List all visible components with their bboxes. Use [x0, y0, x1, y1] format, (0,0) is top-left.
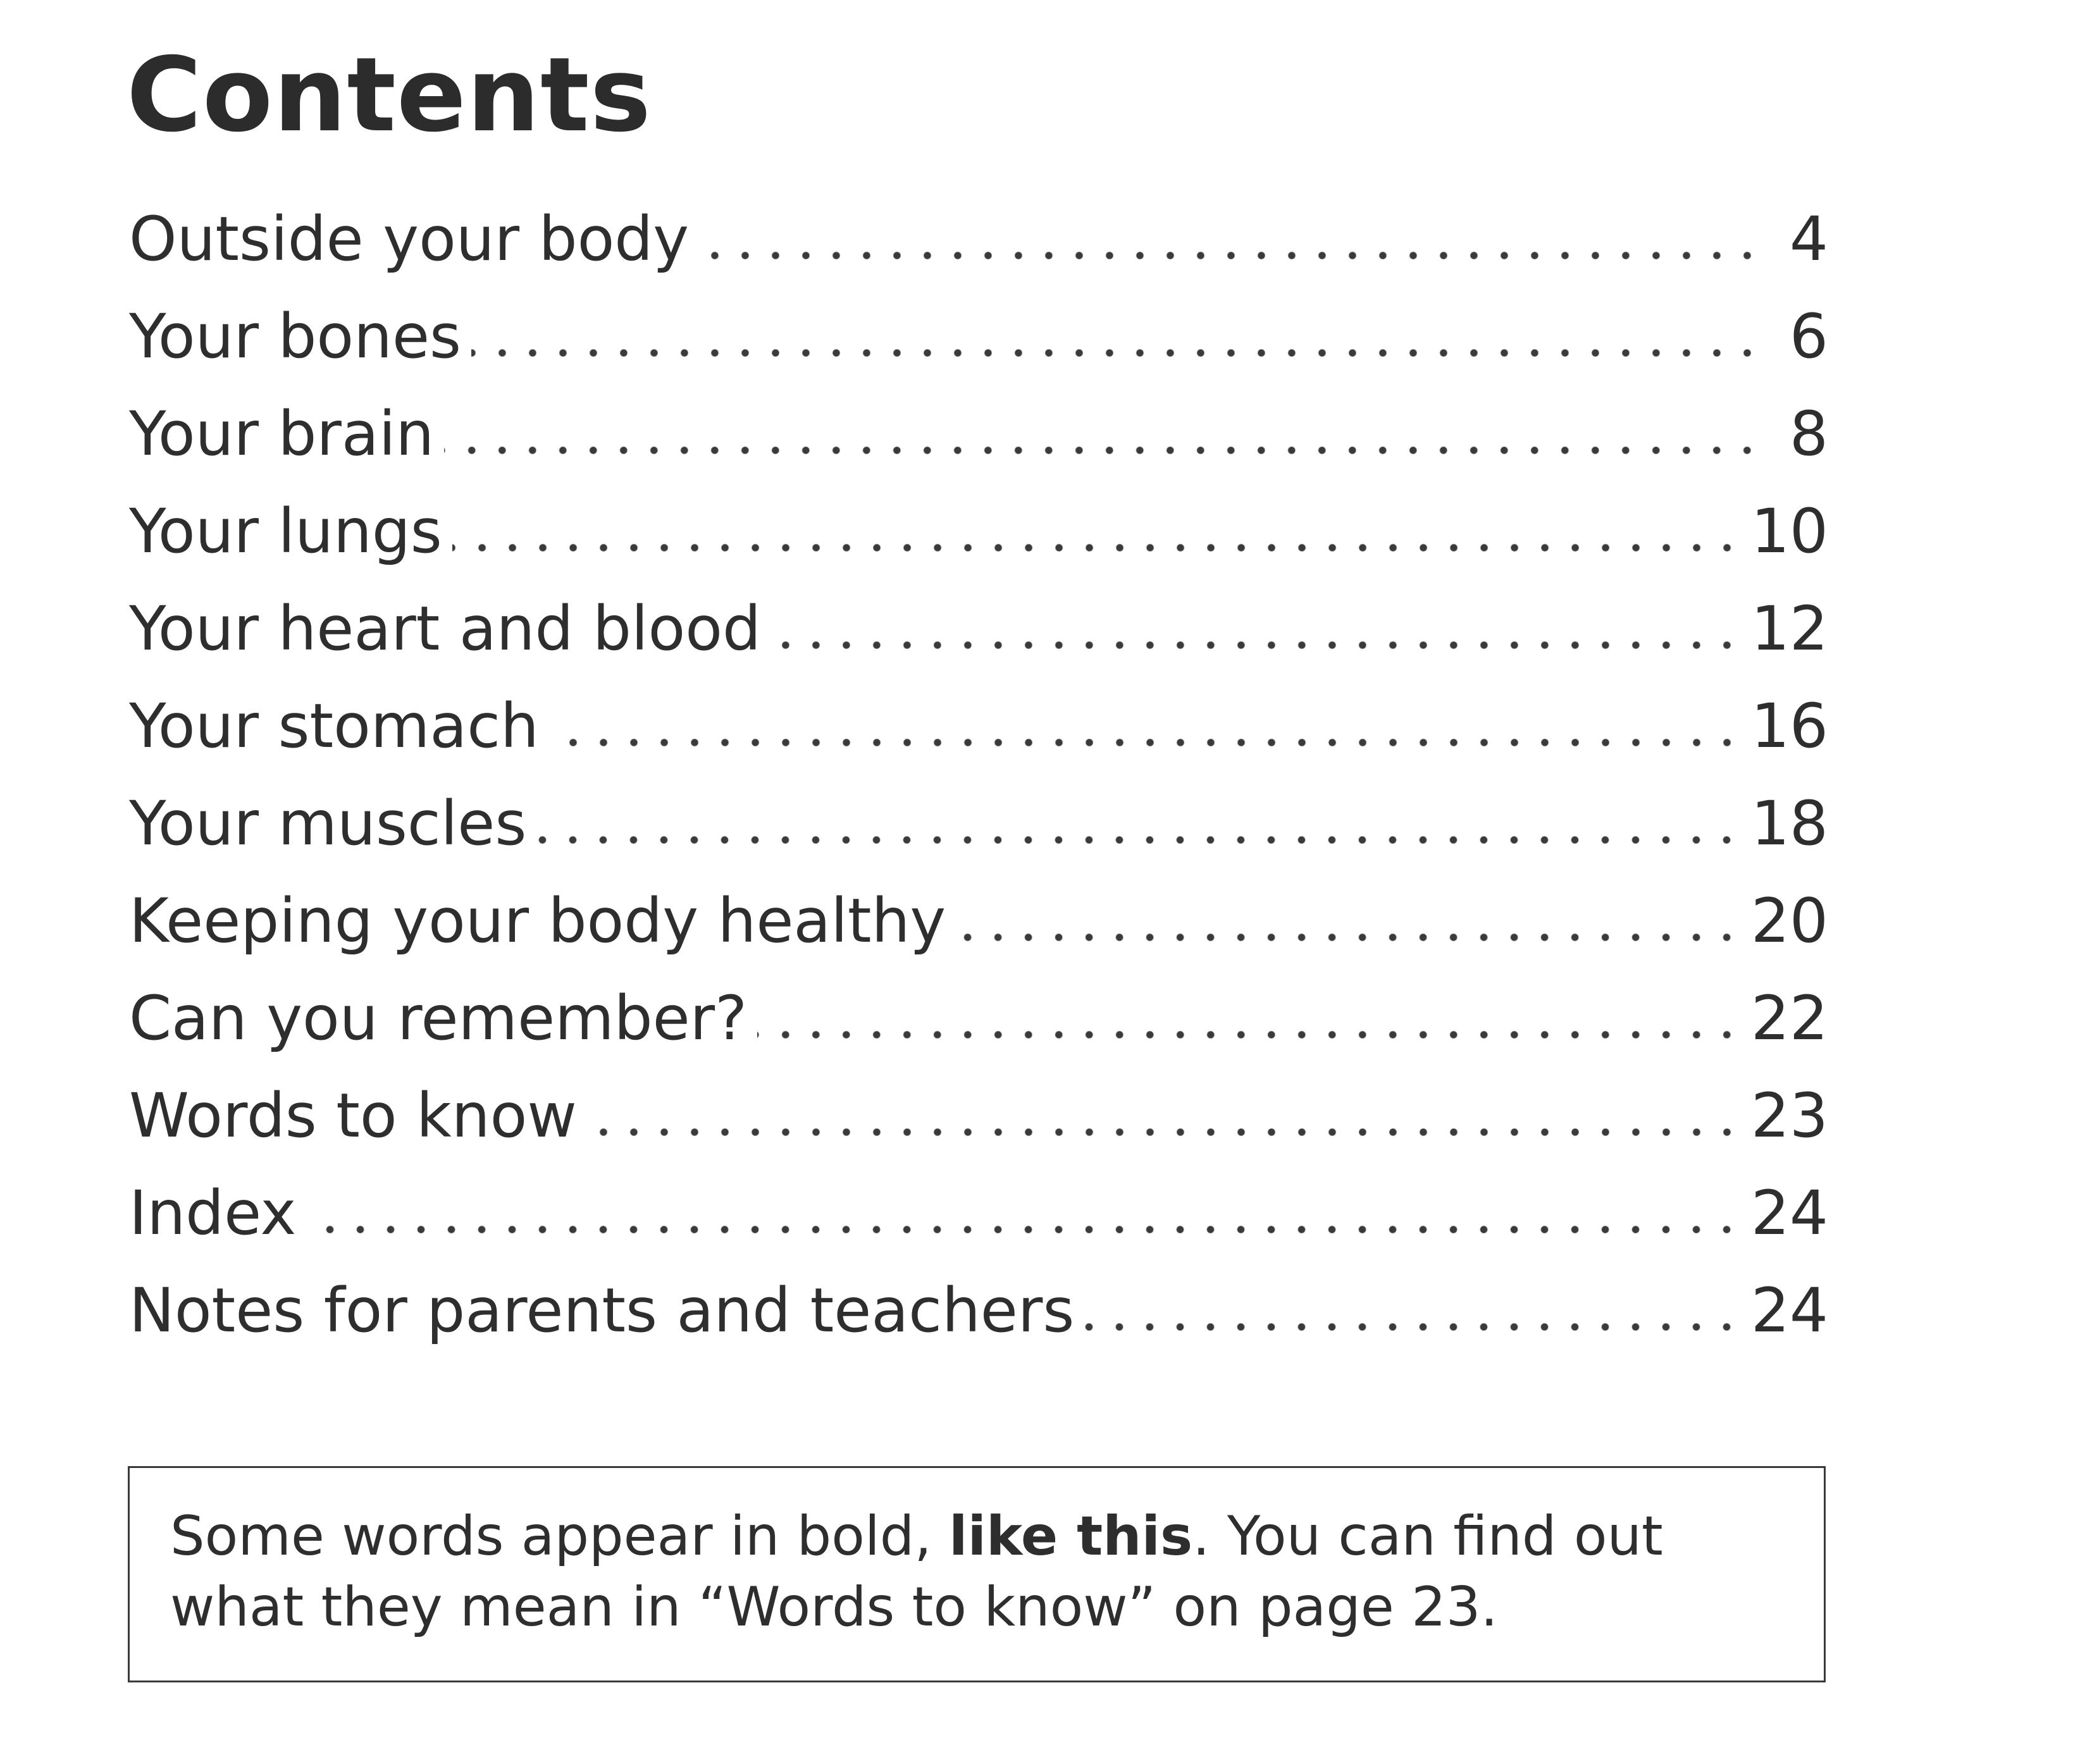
toc-entry-label: Your stomach — [129, 691, 539, 762]
dot-leader — [549, 738, 1742, 747]
toc-entry-your-heart-and-blood[interactable] — [129, 593, 1828, 696]
dot-leader — [757, 1030, 1742, 1039]
toc-entry-page-number: 16 — [1750, 691, 1828, 762]
dot-leader — [771, 641, 1742, 650]
toc-entry-page-number: 20 — [1750, 885, 1828, 956]
dot-leader — [306, 1225, 1742, 1234]
toc-entry-keeping-your-body-healthy[interactable] — [129, 885, 1828, 988]
toc-entry-words-to-know[interactable] — [129, 1080, 1828, 1183]
toc-entry-page-number: 24 — [1750, 1178, 1828, 1249]
toc-entry-can-you-remember[interactable] — [129, 983, 1828, 1085]
table-of-contents — [129, 204, 1828, 1378]
note-line-2: what they mean in “Words to know” on page 23. — [170, 1576, 1498, 1639]
toc-entry-label: Your bones — [129, 301, 462, 372]
note-text: . You can find out — [1192, 1505, 1663, 1568]
dot-leader — [452, 543, 1742, 552]
toc-entry-page-number: 10 — [1750, 496, 1828, 567]
dot-leader — [536, 836, 1742, 844]
toc-entry-your-brain[interactable] — [129, 398, 1828, 501]
dot-leader — [444, 446, 1762, 455]
bold-example-text: like this — [949, 1505, 1193, 1568]
bold-words-note-box — [128, 1466, 1826, 1682]
toc-entry-page-number: 18 — [1750, 788, 1828, 859]
toc-entry-label: Can you remember? — [129, 983, 748, 1054]
toc-entry-label: Notes for parents and teachers — [129, 1275, 1075, 1346]
toc-entry-page-number: 24 — [1750, 1275, 1828, 1346]
toc-entry-your-stomach[interactable] — [129, 691, 1828, 793]
toc-entry-page-number: 23 — [1750, 1080, 1828, 1151]
toc-entry-label: Index — [129, 1178, 297, 1249]
toc-entry-page-number: 12 — [1750, 593, 1828, 664]
page-title: Contents — [127, 36, 652, 155]
toc-entry-your-lungs[interactable] — [129, 496, 1828, 598]
toc-entry-page-number: 22 — [1750, 983, 1828, 1054]
note-line-1 — [170, 1501, 1788, 1572]
dot-leader — [699, 251, 1762, 260]
toc-entry-label: Your muscles — [129, 788, 527, 859]
toc-entry-page-number: 6 — [1789, 301, 1828, 372]
note-text: Some words appear in bold, — [170, 1505, 950, 1568]
toc-entry-page-number: 8 — [1789, 398, 1828, 469]
dot-leader — [471, 348, 1762, 357]
dot-leader — [587, 1128, 1742, 1137]
toc-entry-outside-your-body[interactable] — [129, 204, 1828, 306]
toc-entry-your-muscles[interactable] — [129, 788, 1828, 891]
toc-entry-label: Words to know — [129, 1080, 577, 1151]
toc-entry-notes-for-parents-and-teachers[interactable] — [129, 1275, 1828, 1378]
toc-entry-page-number: 4 — [1789, 204, 1828, 274]
dot-leader — [1084, 1323, 1742, 1331]
toc-entry-label: Keeping your body healthy — [129, 885, 946, 956]
toc-entry-label: Your lungs — [129, 496, 442, 567]
toc-entry-label: Your brain — [129, 398, 435, 469]
toc-entry-index[interactable] — [129, 1178, 1828, 1280]
toc-entry-your-bones[interactable] — [129, 301, 1828, 404]
toc-entry-label: Your heart and blood — [129, 593, 761, 664]
toc-entry-label: Outside your body — [129, 204, 690, 274]
dot-leader — [956, 933, 1742, 942]
